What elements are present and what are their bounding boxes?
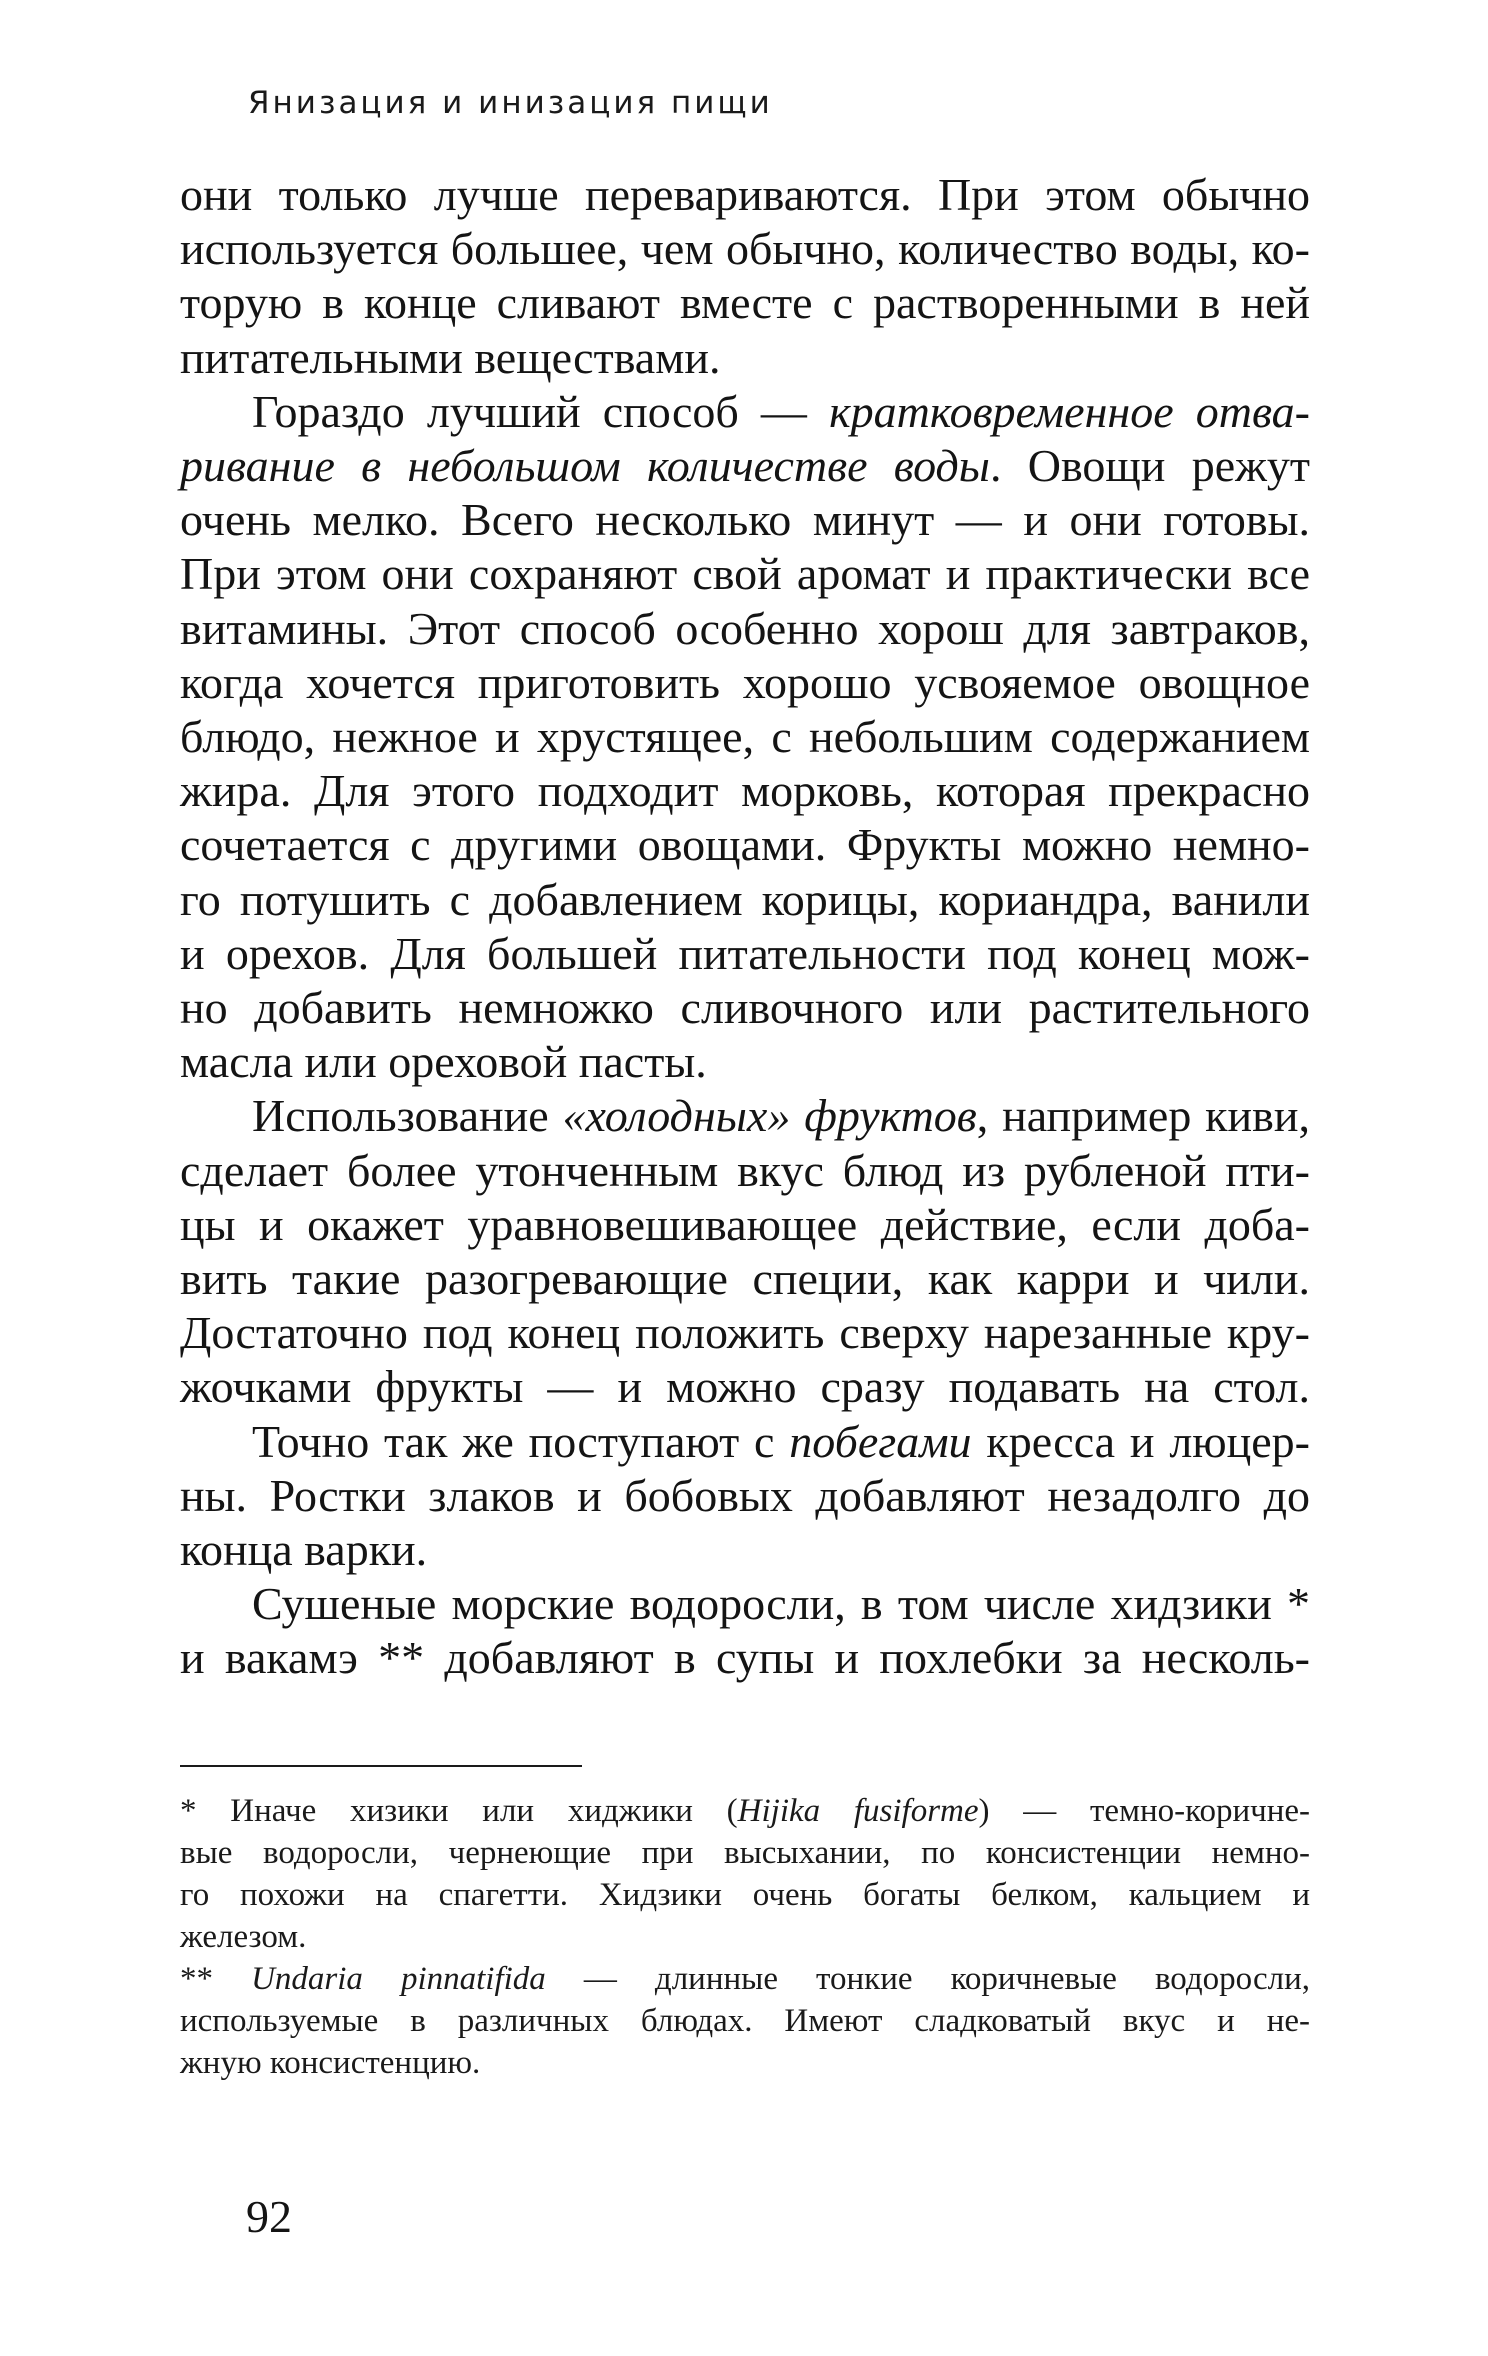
text-line: Сушеные морские водоросли, в том числе хидзики * xyxy=(252,1578,1310,1630)
footnote-1 xyxy=(180,1790,1310,1958)
emphasis-run: ривание в небольшом количестве воды xyxy=(180,440,990,492)
text-line: Достаточно под конец положить сверху нарезанные кру- xyxy=(180,1307,1310,1359)
text-line: жочками фрукты — и можно сразу подавать на стол. xyxy=(180,1361,1310,1413)
footnote-line: используемые в различных блюдах. Имеют сладковатый вкус и не- xyxy=(180,2003,1310,2039)
paragraph-5 xyxy=(180,1577,1310,1685)
text-line: блюдо, нежное и хрустящее, с небольшим содержанием xyxy=(180,711,1310,763)
text-line: и вакамэ ** добавляют в супы и похлебки за несколь- xyxy=(180,1632,1310,1684)
footnote-line: жную консистенцию. xyxy=(180,2045,481,2081)
footnote-line: железом. xyxy=(180,1919,307,1955)
footnote-line: вые водоросли, чернеющие при высыхании, по консистенции немно- xyxy=(180,1835,1310,1871)
paragraph-1 xyxy=(180,168,1310,385)
emphasis-run: Hijika fusiforme xyxy=(737,1793,979,1829)
text-run: кресса и люцер- xyxy=(971,1415,1311,1467)
body-text xyxy=(180,168,1310,1686)
text-run: . Овощи режут xyxy=(989,440,1311,492)
emphasis-run: «холодных» фруктов xyxy=(562,1090,977,1142)
text-line: При этом они сохраняют свой аромат и практически все xyxy=(180,548,1310,600)
text-line: очень мелко. Всего несколько минут — и они готовы. xyxy=(180,494,1310,546)
text-line: питательными веществами. xyxy=(180,331,721,383)
paragraph-2 xyxy=(180,385,1310,1090)
text-run: — длинные тонкие коричневые водоросли, xyxy=(545,1961,1310,1997)
text-line: ны. Ростки злаков и бобовых добавляют незадолго до xyxy=(180,1469,1310,1521)
text-line xyxy=(180,1089,1310,1143)
text-line xyxy=(180,439,1310,493)
text-line: и орехов. Для большей питательности под конец мож- xyxy=(180,927,1310,979)
footnote-2 xyxy=(180,1958,1310,2084)
text-line: торую в конце сливают вместе с растворенными в ней xyxy=(180,277,1310,329)
text-line xyxy=(180,385,1310,439)
paragraph-4 xyxy=(180,1415,1310,1578)
text-run: ) — темно-коричне- xyxy=(978,1793,1311,1829)
text-line: сделает более утонченным вкус блюд из рубленой пти- xyxy=(180,1144,1310,1196)
footnote-divider xyxy=(180,1765,582,1767)
footnote-line: го похожи на спагетти. Хидзики очень богаты белком, кальцием и xyxy=(180,1877,1310,1913)
text-run: , например киви, xyxy=(976,1090,1310,1142)
text-run: Использование xyxy=(252,1090,563,1142)
text-line: масла или ореховой пасты. xyxy=(180,1036,707,1088)
text-run: Гораздо лучший способ — xyxy=(252,385,830,437)
text-line xyxy=(180,1415,1310,1469)
emphasis-run: кратковременное отва- xyxy=(829,385,1310,437)
text-line: жира. Для этого подходит морковь, которая прекрасно xyxy=(180,765,1310,817)
text-line: конца варки. xyxy=(180,1524,428,1576)
text-line: сочетается с другими овощами. Фрукты можно немно- xyxy=(180,819,1310,871)
text-line: вить такие разогревающие специи, как карри и чили. xyxy=(180,1253,1310,1305)
footnote-line xyxy=(180,1958,1310,2000)
emphasis-run: Undaria pinnatifida xyxy=(251,1961,546,1997)
footnote-line xyxy=(180,1790,1310,1832)
paragraph-3 xyxy=(180,1089,1310,1414)
page-number: 92 xyxy=(246,2191,292,2242)
text-line: но добавить немножко сливочного или растительного xyxy=(180,982,1310,1034)
footnote-marker: ** xyxy=(180,1961,252,1997)
footnote-marker: * xyxy=(180,1793,231,1829)
text-line: они только лучше перевариваются. При этом обычно xyxy=(180,169,1310,220)
text-line: го потушить с добавлением корицы, кориандра, ванили xyxy=(180,873,1310,925)
running-head: Янизация и инизация пищи xyxy=(248,85,773,121)
text-run: Иначе хизики или хиджики ( xyxy=(230,1793,738,1829)
text-run: Точно так же поступают с xyxy=(252,1415,790,1467)
text-line: цы и окажет уравновешивающее действие, если доба- xyxy=(180,1198,1310,1250)
emphasis-run: побегами xyxy=(789,1415,972,1467)
text-line: витамины. Этот способ особенно хорош для завтраков, xyxy=(180,602,1310,654)
text-line: используется большее, чем обычно, количество воды, ко- xyxy=(180,223,1310,275)
footnotes xyxy=(180,1790,1310,2084)
text-line: когда хочется приготовить хорошо усвояемое овощное xyxy=(180,656,1310,708)
